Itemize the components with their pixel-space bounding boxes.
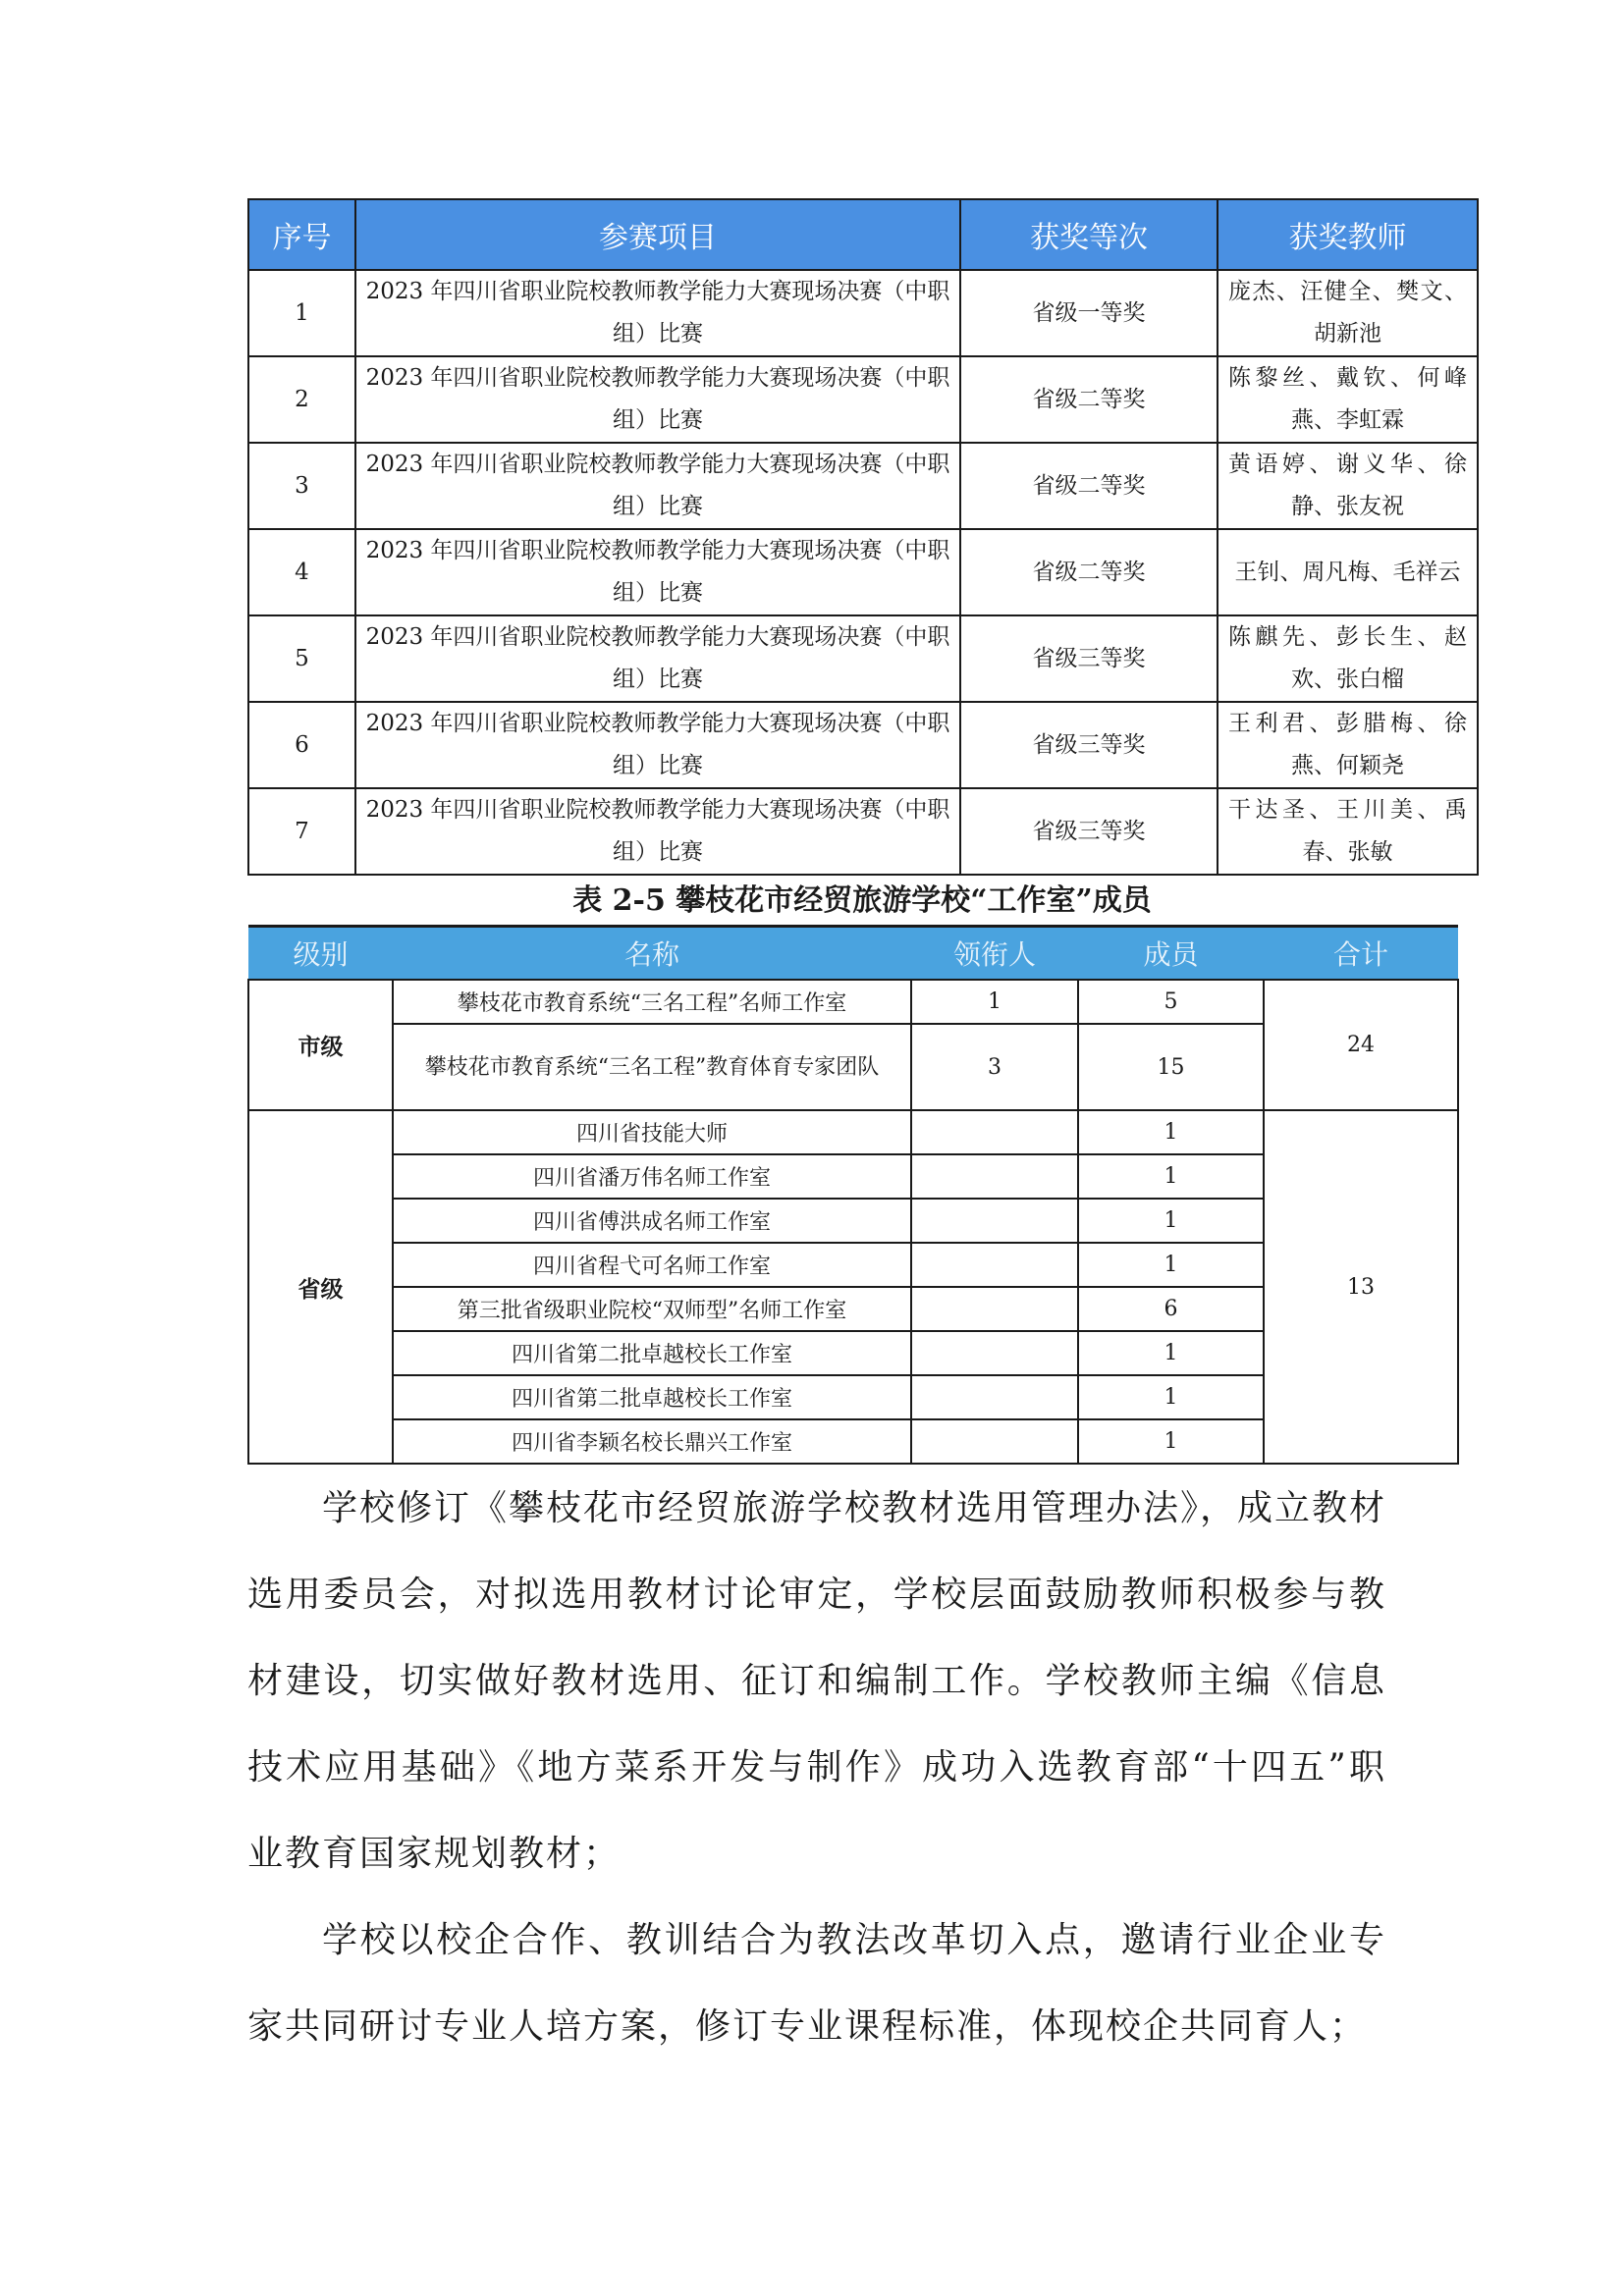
- row-number-cell: 2: [248, 356, 355, 443]
- header-level: 级别: [248, 927, 393, 981]
- members-cell: 6: [1078, 1287, 1264, 1331]
- award-level-cell: 省级二等奖: [960, 529, 1218, 615]
- lead-cell: [911, 1110, 1078, 1154]
- award-table-header: [248, 199, 1478, 270]
- name-cell: 四川省潘万伟名师工作室: [393, 1154, 911, 1199]
- name-cell: 四川省程弋可名师工作室: [393, 1243, 911, 1287]
- members-cell: 1: [1078, 1331, 1264, 1375]
- header-total: 合计: [1264, 927, 1458, 981]
- studio-table-header: [248, 927, 1458, 981]
- row-number-cell: 7: [248, 788, 355, 875]
- teachers-cell: 陈黎丝、戴钦、何峰燕、李虹霖: [1218, 356, 1478, 443]
- row-number-cell: 4: [248, 529, 355, 615]
- lead-cell: [911, 1331, 1078, 1375]
- project-cell: 2023 年四川省职业院校教师教学能力大赛现场决赛（中职组）比赛: [355, 702, 960, 788]
- row-number-cell: 1: [248, 270, 355, 356]
- award-level-cell: 省级二等奖: [960, 443, 1218, 529]
- members-cell: 1: [1078, 1154, 1264, 1199]
- row-number-cell: 5: [248, 615, 355, 702]
- header-teachers: 获奖教师: [1218, 199, 1478, 270]
- total-cell: 24: [1264, 980, 1458, 1110]
- members-cell: 5: [1078, 980, 1264, 1024]
- table-row: [248, 356, 1478, 443]
- teachers-cell: 干达圣、王川美、禹春、张敏: [1218, 788, 1478, 875]
- members-cell: 15: [1078, 1024, 1264, 1110]
- name-cell: 四川省第二批卓越校长工作室: [393, 1375, 911, 1419]
- row-number-cell: 3: [248, 443, 355, 529]
- name-cell: 攀枝花市教育系统“三名工程”名师工作室: [393, 980, 911, 1024]
- name-cell: 四川省傅洪成名师工作室: [393, 1199, 911, 1243]
- award-table: [247, 198, 1479, 876]
- lead-cell: [911, 1243, 1078, 1287]
- project-cell: 2023 年四川省职业院校教师教学能力大赛现场决赛（中职组）比赛: [355, 270, 960, 356]
- table-row: [248, 1110, 1458, 1154]
- teachers-cell: 陈麒先、彭长生、赵欢、张白榴: [1218, 615, 1478, 702]
- project-cell: 2023 年四川省职业院校教师教学能力大赛现场决赛（中职组）比赛: [355, 356, 960, 443]
- project-cell: 2023 年四川省职业院校教师教学能力大赛现场决赛（中职组）比赛: [355, 443, 960, 529]
- lead-cell: [911, 1154, 1078, 1199]
- name-cell: 四川省李颖名校长鼎兴工作室: [393, 1419, 911, 1464]
- header-project: 参赛项目: [355, 199, 960, 270]
- lead-cell: [911, 1419, 1078, 1464]
- studio-table: [247, 925, 1459, 1465]
- members-cell: 1: [1078, 1375, 1264, 1419]
- lead-cell: [911, 1287, 1078, 1331]
- award-level-cell: 省级一等奖: [960, 270, 1218, 356]
- project-cell: 2023 年四川省职业院校教师教学能力大赛现场决赛（中职组）比赛: [355, 615, 960, 702]
- lead-cell: [911, 1375, 1078, 1419]
- name-cell: 四川省第二批卓越校长工作室: [393, 1331, 911, 1375]
- row-number-cell: 6: [248, 702, 355, 788]
- level-cell: 市级: [248, 980, 393, 1110]
- body-paragraph: 学校修订《攀枝花市经贸旅游学校教材选用管理办法》，成立教材选用委员会，对拟选用教材讨论审定，学校层面鼓励教师积极参与教材建设，切实做好教材选用、征订和编制工作。学校教师主编《信息技术应用基础》《地方菜系开发与制作》成功入选教育部“十四五”职业教育国家规划教材；: [247, 1488, 1387, 1874]
- award-level-cell: 省级三等奖: [960, 788, 1218, 875]
- level-cell: 省级: [248, 1110, 393, 1464]
- name-cell: 第三批省级职业院校“双师型”名师工作室: [393, 1287, 911, 1331]
- lead-cell: [911, 1199, 1078, 1243]
- award-level-cell: 省级二等奖: [960, 356, 1218, 443]
- teachers-cell: 黄语婷、谢义华、徐静、张友祝: [1218, 443, 1478, 529]
- teachers-cell: 王钊、周凡梅、毛祥云: [1218, 529, 1478, 615]
- award-level-cell: 省级三等奖: [960, 615, 1218, 702]
- teachers-cell: 庞杰、汪健全、樊文、胡新池: [1218, 270, 1478, 356]
- lead-cell: 1: [911, 980, 1078, 1024]
- name-cell: 四川省技能大师: [393, 1110, 911, 1154]
- teachers-cell: 王利君、彭腊梅、徐燕、何颖尧: [1218, 702, 1478, 788]
- project-cell: 2023 年四川省职业院校教师教学能力大赛现场决赛（中职组）比赛: [355, 788, 960, 875]
- project-cell: 2023 年四川省职业院校教师教学能力大赛现场决赛（中职组）比赛: [355, 529, 960, 615]
- members-cell: 1: [1078, 1110, 1264, 1154]
- header-members: 成员: [1078, 927, 1264, 981]
- header-name: 名称: [393, 927, 911, 981]
- table-row: [248, 702, 1478, 788]
- table-caption: 表 2-5 攀枝花市经贸旅游学校“工作室”成员: [572, 883, 1152, 918]
- members-cell: 1: [1078, 1419, 1264, 1464]
- total-cell: 13: [1264, 1110, 1458, 1464]
- lead-cell: 3: [911, 1024, 1078, 1110]
- header-lead: 领衔人: [911, 927, 1078, 981]
- table-row: [248, 980, 1458, 1024]
- header-no: 序号: [248, 199, 355, 270]
- header-level: 获奖等次: [960, 199, 1218, 270]
- members-cell: 1: [1078, 1243, 1264, 1287]
- body-paragraph: 学校以校企合作、教训结合为教法改革切入点，邀请行业企业专家共同研讨专业人培方案，修订专业课程标准，体现校企共同育人；: [247, 1920, 1386, 2047]
- table-row: [248, 270, 1478, 356]
- table-row: [248, 443, 1478, 529]
- members-cell: 1: [1078, 1199, 1264, 1243]
- award-level-cell: 省级三等奖: [960, 702, 1218, 788]
- table-row: [248, 788, 1478, 875]
- table-row: [248, 615, 1478, 702]
- table-row: [248, 529, 1478, 615]
- name-cell: 攀枝花市教育系统“三名工程”教育体育专家团队: [393, 1024, 911, 1110]
